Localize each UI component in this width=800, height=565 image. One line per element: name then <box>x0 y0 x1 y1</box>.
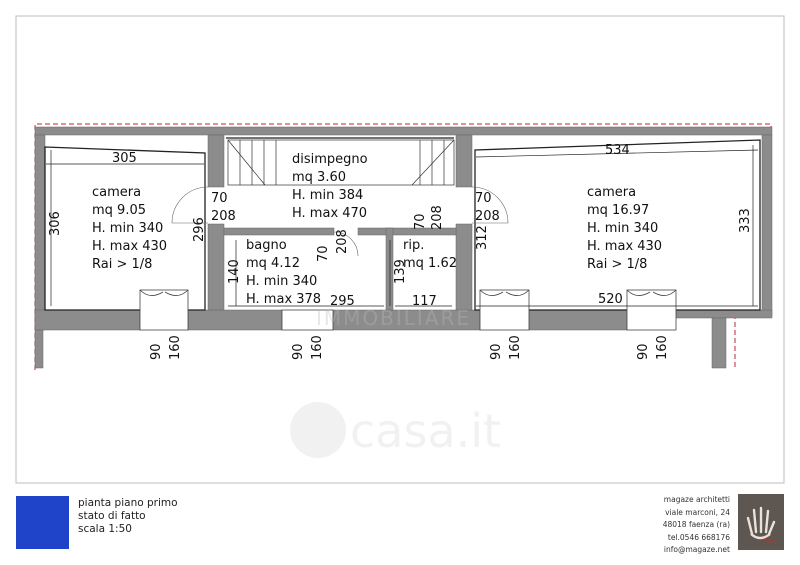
dim-bagno-w: 295 <box>330 294 355 309</box>
wall-bagno-top <box>224 228 334 235</box>
room-hmax: H. max 430 <box>587 239 663 254</box>
dim-rip-door-h: 208 <box>430 205 445 230</box>
watermark-brand: casa.it <box>350 404 502 458</box>
room-bagno <box>246 238 321 307</box>
dim-win4-w: 90 <box>636 343 651 360</box>
dim-win4-h: 160 <box>655 335 670 360</box>
room-camera-left <box>92 185 167 272</box>
room-hmin: H. min 340 <box>587 221 659 236</box>
drawing-title: pianta piano primo <box>78 497 178 509</box>
company-phone: tel.0546 668176 <box>667 532 730 542</box>
dim-win3-h: 160 <box>508 335 523 360</box>
window-1 <box>140 290 188 330</box>
title-block <box>78 497 178 536</box>
dim-left-top: 305 <box>112 151 137 166</box>
dim-win2-h: 160 <box>310 335 325 360</box>
dim-left-side: 306 <box>48 211 63 236</box>
dim-door3-h: 208 <box>475 209 500 224</box>
dim-win2-w: 90 <box>291 343 306 360</box>
wall-part-c <box>456 135 472 187</box>
dim-door3-w: 70 <box>475 191 492 206</box>
room-hmin: H. min 340 <box>246 274 318 289</box>
watermark-house-icon <box>290 402 346 458</box>
room-name: bagno <box>246 238 287 253</box>
company-email: info@magaze.net <box>663 545 730 554</box>
dim-bagno-door-h: 208 <box>335 229 350 254</box>
room-ripostiglio <box>403 238 457 271</box>
wall-west-stub <box>35 330 43 368</box>
room-area: mq 4.12 <box>246 256 300 271</box>
company-name: magaze architetti <box>663 495 730 504</box>
window-3 <box>480 290 529 330</box>
wall-bagno-rip <box>386 228 393 310</box>
company-city: 48018 faenza (ra) <box>662 520 730 529</box>
dim-door1-w: 70 <box>211 191 228 206</box>
dim-rip-h: 139 <box>393 259 408 284</box>
room-name: rip. <box>403 238 425 253</box>
wall-east <box>762 135 772 316</box>
dim-bagno-door-w: 70 <box>316 245 331 262</box>
drawing-scale: scala 1:50 <box>78 523 132 535</box>
room-name: disimpegno <box>292 152 368 167</box>
room-hmax: H. max 430 <box>92 239 168 254</box>
wall-part-b <box>208 224 224 310</box>
dim-right-top: 534 <box>605 143 630 158</box>
wall-north <box>35 127 772 135</box>
drawing-state: stato di fatto <box>78 510 146 522</box>
window-4 <box>627 290 676 330</box>
dim-door1-h: 208 <box>211 209 236 224</box>
dim-right-inner: 312 <box>475 225 490 250</box>
room-hmax: H. max 470 <box>292 206 368 221</box>
dim-win1-h: 160 <box>168 335 183 360</box>
room-area: mq 9.05 <box>92 203 146 218</box>
dim-right-side: 333 <box>738 208 753 233</box>
room-name: camera <box>92 185 142 200</box>
room-disimpegno <box>292 152 368 221</box>
dim-win1-w: 90 <box>149 343 164 360</box>
wall-south-1 <box>35 310 140 330</box>
room-name: camera <box>587 185 637 200</box>
wall-west <box>35 135 45 330</box>
company-logo <box>738 494 784 550</box>
wall-south-4 <box>529 310 627 330</box>
wall-south-5 <box>676 310 772 318</box>
room-area: mq 1.62 <box>403 256 457 271</box>
watermark <box>290 306 501 458</box>
wall-part-a <box>208 135 224 187</box>
room-hmin: H. min 384 <box>292 188 364 203</box>
dim-rip-w: 117 <box>412 294 437 309</box>
room-hmin: H. min 340 <box>92 221 164 236</box>
company-block <box>663 494 730 557</box>
room-area: mq 16.97 <box>587 203 650 218</box>
dim-bagno-h: 140 <box>227 259 242 284</box>
room-rai: Rai > 1/8 <box>587 257 648 272</box>
wall-east-stub <box>712 318 726 368</box>
dim-win3-w: 90 <box>489 343 504 360</box>
hand-logo-icon <box>738 494 784 550</box>
company-street: viale marconi, 24 <box>665 507 730 517</box>
title-block-color-square <box>16 496 69 549</box>
room-hmax: H. max 378 <box>246 292 322 307</box>
watermark-sub: IMMOBILIARE <box>316 306 472 330</box>
dim-rip-door-w: 70 <box>413 213 428 230</box>
room-camera-right <box>587 185 662 272</box>
dim-right-bottom: 520 <box>598 292 623 307</box>
room-rai: Rai > 1/8 <box>92 257 153 272</box>
wall-south-2 <box>188 310 282 330</box>
dim-left-inner: 296 <box>192 217 207 242</box>
wall-part-d <box>456 224 472 310</box>
room-area: mq 3.60 <box>292 170 346 185</box>
